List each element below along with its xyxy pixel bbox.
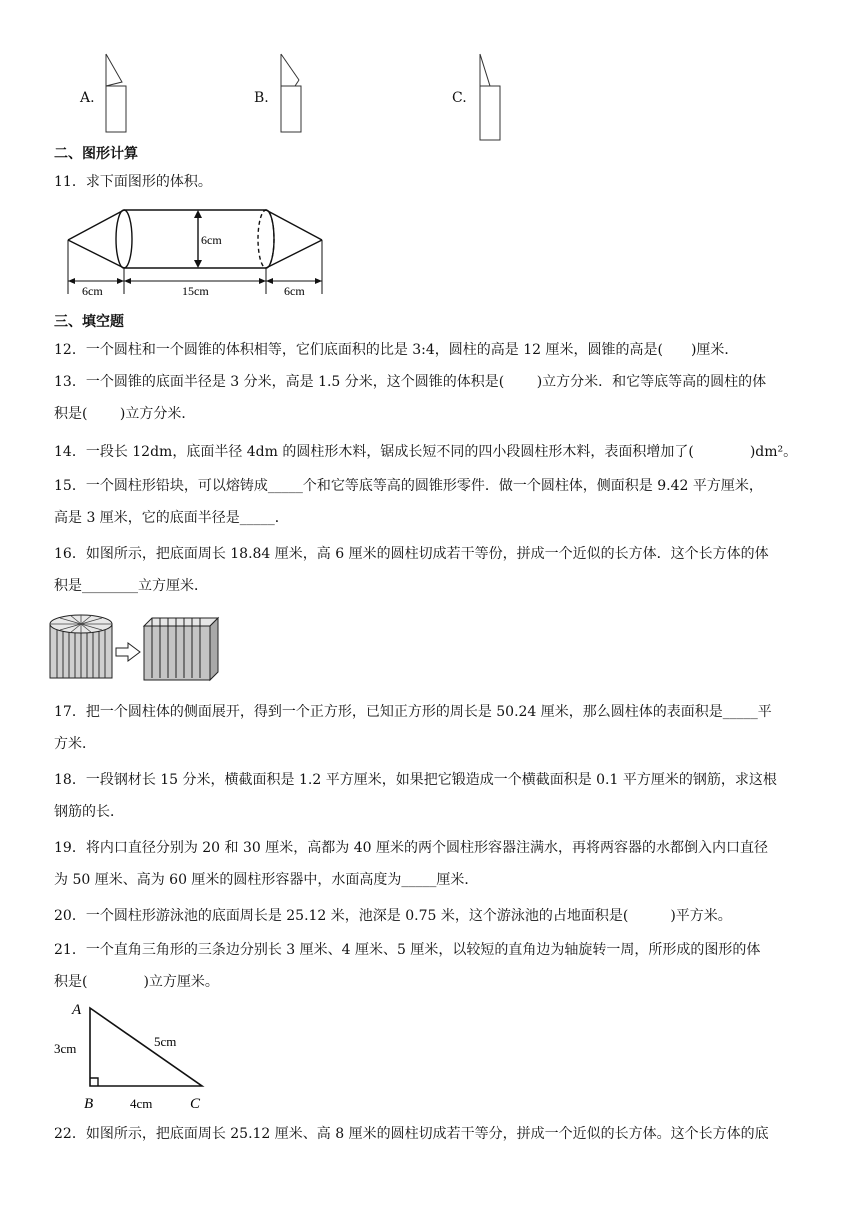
question-16-line-1: 16．如图所示，把底面周长 18.84 厘米，高 6 厘米的圆柱切成若干等份，拼成一个近似的长方体．这个长方体的体 — [54, 546, 769, 562]
vertex-b: B — [84, 1096, 94, 1112]
question-15-line-2: 高是 3 厘米，它的底面半径是_____． — [54, 510, 289, 526]
question-15-line-1: 15．一个圆柱形铅块，可以熔铸成_____个和它等底等高的圆锥形零件．做一个圆柱体，侧面积是 9.42 平方厘米， — [54, 478, 763, 494]
figure-right-triangle — [50, 998, 220, 1116]
question-17-line-2: 方米． — [54, 736, 96, 752]
vertex-a: A — [72, 1002, 82, 1018]
figure-cylinder-to-cuboid — [48, 612, 220, 684]
option-c-label: C. — [452, 90, 467, 106]
question-22: 22．如图所示，把底面周长 25.12 厘米、高 8 厘米的圆柱切成若干等分，拼成一个近似的长方体。这个长方体的底 — [54, 1126, 769, 1142]
label-left-cone: 6cm — [82, 284, 103, 298]
question-12: 12．一个圆柱和一个圆锥的体积相等，它们底面积的比是 3:4，圆柱的高是 12 厘米，圆锥的高是( )厘米． — [54, 342, 739, 358]
option-a-label: A. — [80, 90, 95, 106]
label-leg-bc: 4cm — [130, 1096, 153, 1111]
option-b-label: B. — [254, 90, 269, 106]
figure-cylinder-with-cones — [62, 204, 332, 300]
label-height: 6cm — [201, 233, 222, 247]
label-hypotenuse: 5cm — [154, 1034, 177, 1049]
vertex-c: C — [190, 1096, 201, 1112]
option-b-figure — [275, 52, 305, 136]
question-19-line-1: 19．将内口直径分别为 20 和 30 厘米，高都为 40 厘米的两个圆柱形容器注满水，再将两容器的水都倒入内口直径 — [54, 840, 768, 856]
question-21-line-1: 21．一个直角三角形的三条边分别长 3 厘米、4 厘米、5 厘米，以较短的直角边为轴旋转一周，所形成的图形的体 — [54, 942, 761, 958]
question-20: 20．一个圆柱形游泳池的底面周长是 25.12 米，池深是 0.75 米，这个游泳池的占地面积是( )平方米。 — [54, 908, 732, 924]
section-heading-2: 二、图形计算 — [54, 146, 138, 162]
question-13-line-2: 积是( )立方分米． — [54, 406, 196, 422]
option-a-figure — [100, 52, 130, 136]
question-13-line-1: 13．一个圆锥的底面半径是 3 分米，高是 1.5 分米，这个圆锥的体积是( )立方分米．和它等底等高的圆柱的体 — [54, 374, 767, 390]
question-19-line-2: 为 50 厘米、高为 60 厘米的圆柱形容器中，水面高度为_____厘米． — [54, 872, 479, 888]
question-16-line-2: 积是________立方厘米． — [54, 578, 208, 594]
question-11: 11．求下面图形的体积。 — [54, 174, 212, 190]
label-cylinder-length: 15cm — [182, 284, 209, 298]
question-21-line-2: 积是( )立方厘米。 — [54, 974, 219, 990]
label-leg-ab: 3cm — [54, 1041, 77, 1056]
option-c-figure — [474, 52, 504, 146]
question-18-line-2: 钢筋的长． — [54, 804, 124, 820]
question-14: 14．一段长 12dm，底面半径 4dm 的圆柱形木料，锯成长短不同的四小段圆柱形木料，表面积增加了( )dm²。 — [54, 444, 798, 460]
label-right-cone: 6cm — [284, 284, 305, 298]
question-18-line-1: 18．一段钢材长 15 分米，横截面积是 1.2 平方厘米，如果把它锻造成一个横截面积是 0.1 平方厘米的钢筋，求这根 — [54, 772, 777, 788]
section-heading-3: 三、填空题 — [54, 314, 124, 330]
question-17-line-1: 17．把一个圆柱体的侧面展开，得到一个正方形，已知正方形的周长是 50.24 厘米，那么圆柱体的表面积是_____平 — [54, 704, 772, 720]
